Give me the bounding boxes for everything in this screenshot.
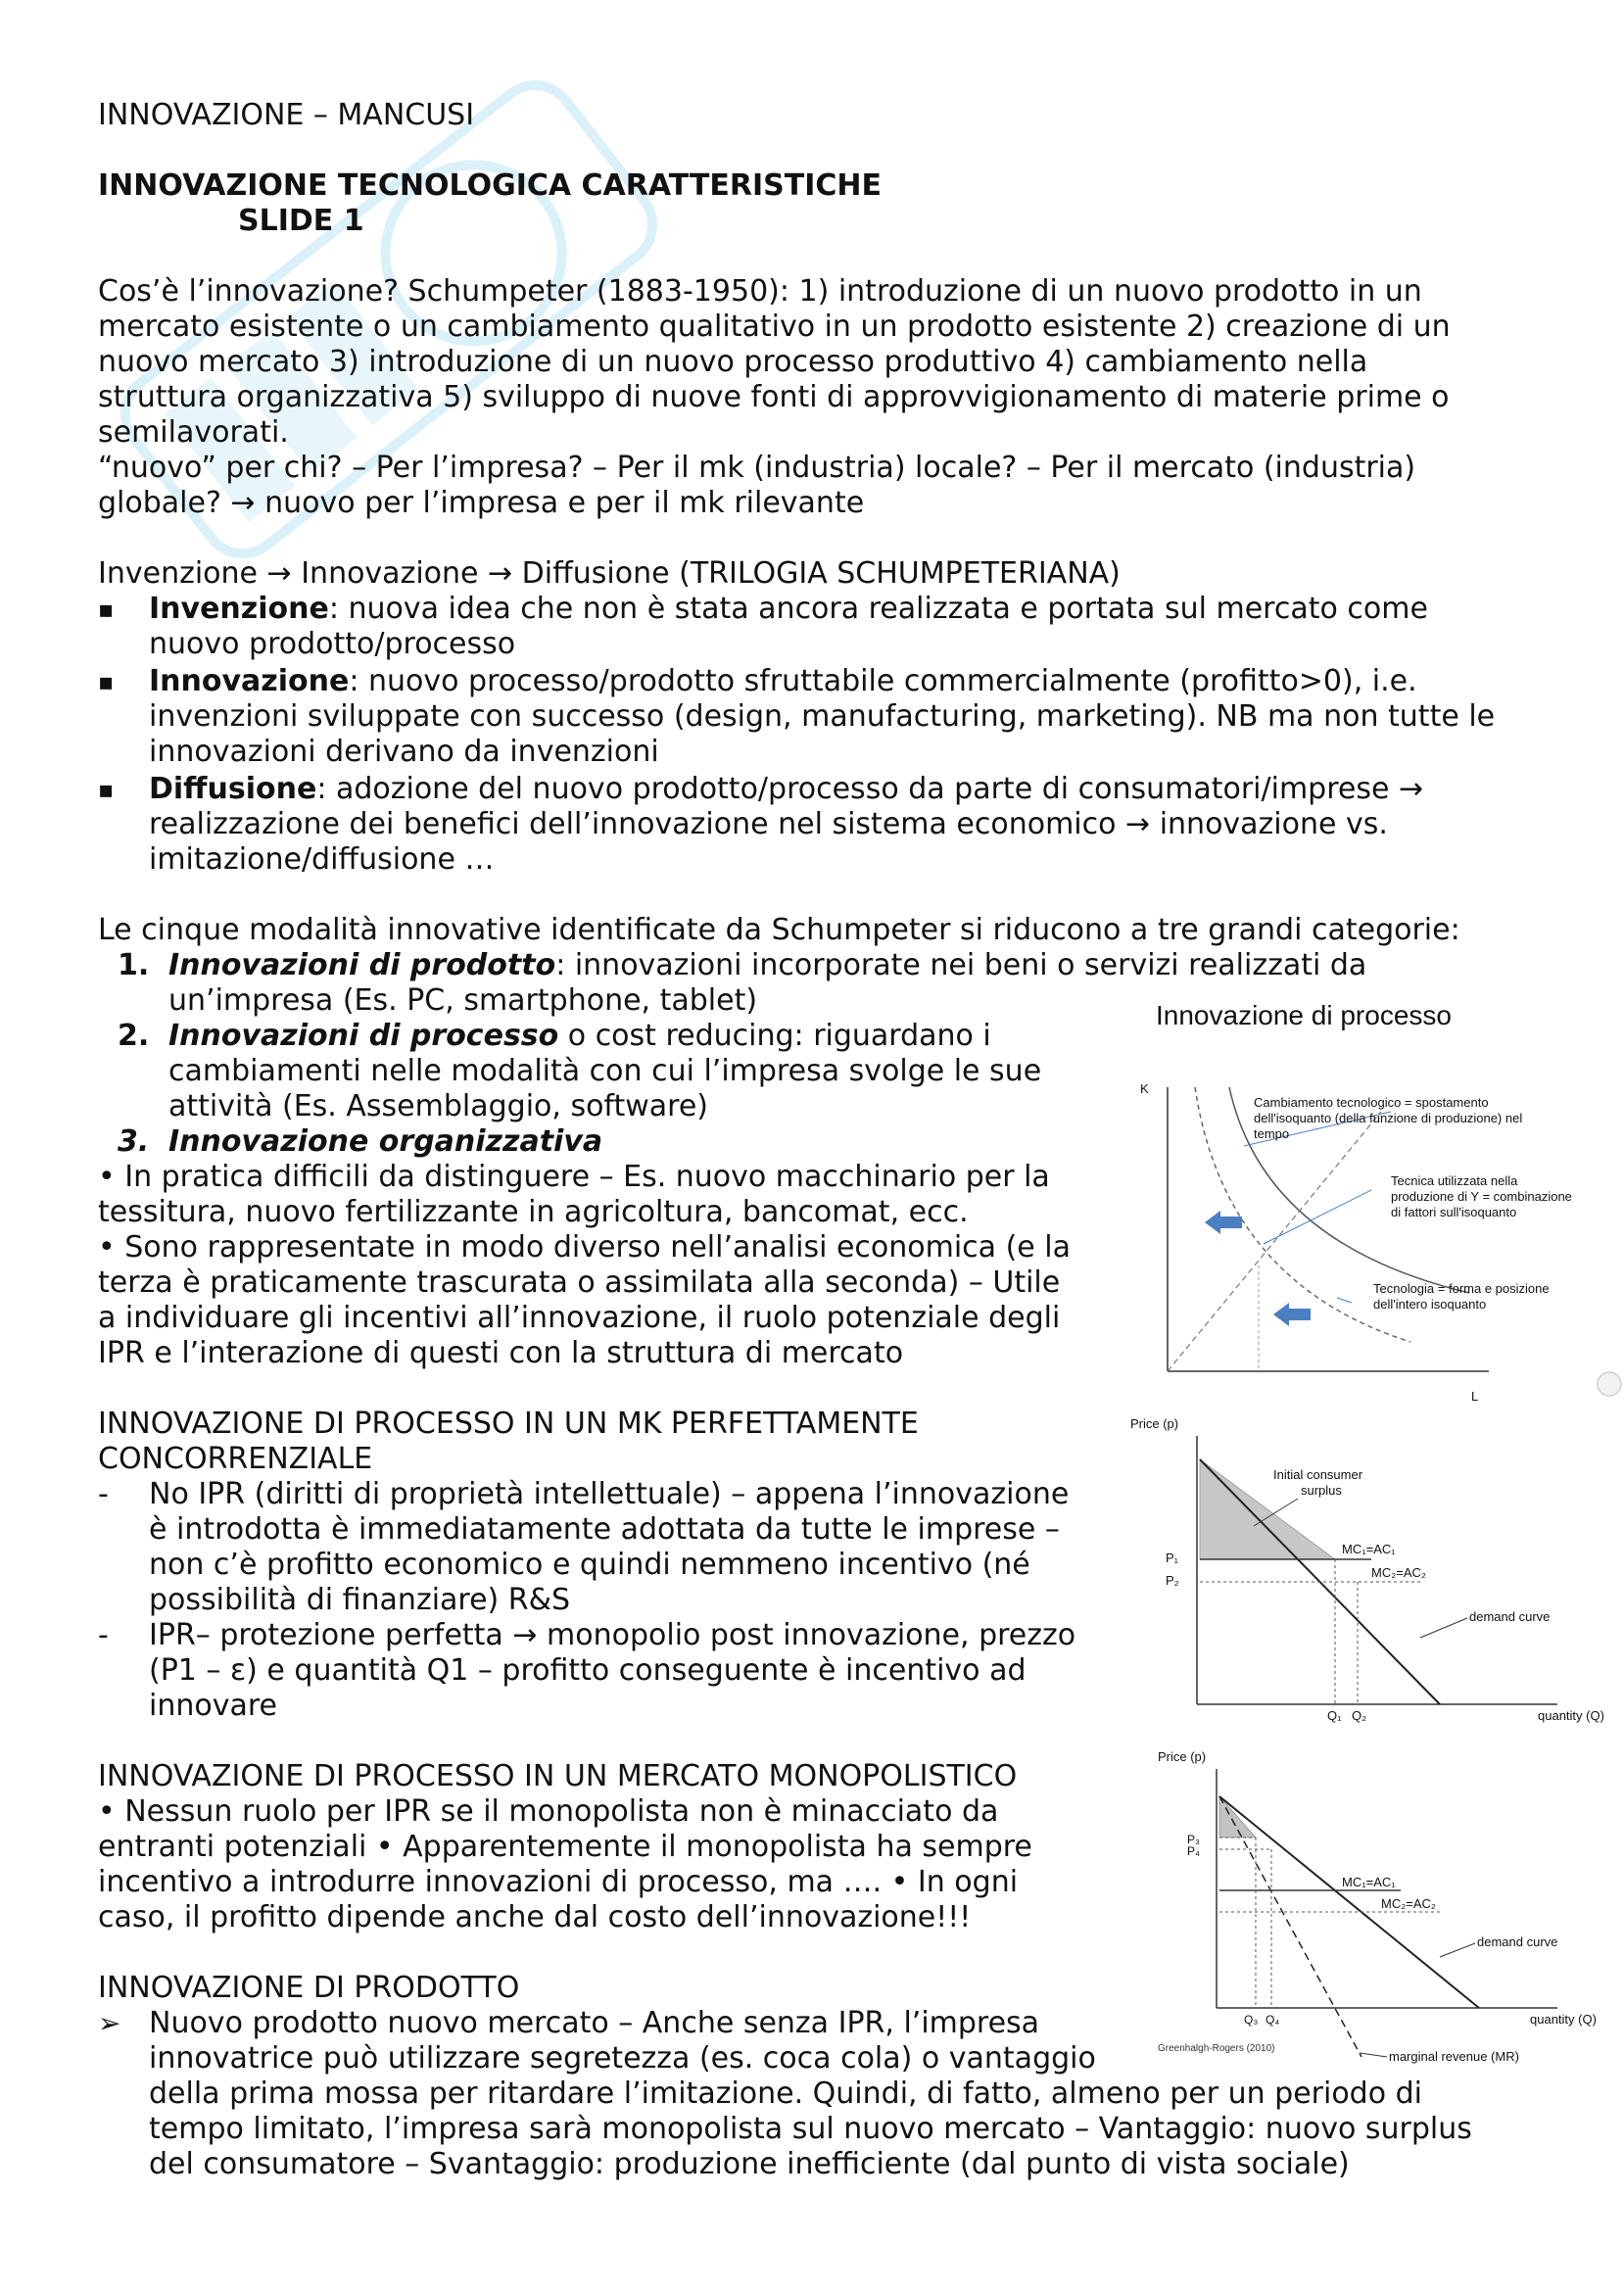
edge-scroll-icon: [1595, 1369, 1624, 1399]
intro-line: semilavorati.: [98, 415, 289, 450]
shift-arrow-icon: [1273, 1303, 1311, 1326]
category-item: [168, 948, 1366, 983]
x-axis-label: quantity (Q): [1530, 2012, 1597, 2027]
mc2-label: MC₂=AC₂: [1381, 1896, 1436, 1911]
product-line: Nuovo prodotto nuovo mercato – Anche senza IPR, l’impresa: [149, 2006, 1040, 2040]
annotation: tempo: [1254, 1126, 1290, 1141]
section-subtitle: SLIDE 1: [238, 204, 364, 238]
category-text: : innovazioni incorporate nei beni o servizi realizzati da: [555, 948, 1367, 982]
competitive-text: innovare: [149, 1689, 277, 1723]
monopoly-line: caso, il profitto dipende anche dal costo dell’innovazione!!!: [98, 1900, 972, 1934]
trilogy-text: nuovo prodotto/processo: [149, 627, 516, 661]
p2-label: P₂: [1166, 1573, 1179, 1588]
intro-line: “nuovo” per chi? – Per l’impresa? – Per il mk (industria) locale? – Per il mercato (industria): [98, 451, 1416, 485]
isoquant-figure: [1117, 989, 1606, 1404]
product-heading: INNOVAZIONE DI PRODOTTO: [98, 1971, 520, 2005]
trilogy-text: : nuova idea che non è stata ancora realizzata e portata sul mercato come: [328, 592, 1428, 626]
bullet-square: ▪: [98, 668, 115, 695]
intro-line: globale? → nuovo per l’impresa e per il mk rilevante: [98, 486, 865, 520]
category-item: [168, 1019, 991, 1054]
shaded-area: [1219, 1796, 1256, 1838]
list-number: 3.: [118, 1124, 150, 1159]
term: Innovazioni di prodotto: [168, 948, 556, 982]
intro-line: Cos’è l’innovazione? Schumpeter (1883-1950): 1) introduzione di un nuovo prodotto in un: [98, 274, 1422, 309]
intro-line: mercato esistente o un cambiamento qualitativo in un prodotto esistente 2) creazione di un: [98, 310, 1451, 344]
trilogy-item: [149, 664, 1417, 699]
leader-line: [1264, 1190, 1371, 1244]
p3-label: P₃: [1187, 1833, 1200, 1846]
q3-label: Q₃: [1244, 2013, 1259, 2027]
x-axis-label: L: [1471, 1389, 1479, 1404]
y-axis-label: Price (p): [1158, 1749, 1207, 1764]
annotation: produzione di Y = combinazione: [1391, 1189, 1572, 1204]
competitive-text: non c’è profitto economico e quindi nemmeno incentivo (né: [149, 1548, 1030, 1582]
monopoly-line: • Nessun ruolo per IPR se il monopolista non è minacciato da: [98, 1794, 999, 1829]
demand-label: demand curve: [1477, 1934, 1558, 1949]
note-line: tessitura, nuovo fertilizzante in agricoltura, bancomat, ecc.: [98, 1195, 969, 1229]
annotation: Tecnologia = forma e posizione: [1373, 1281, 1550, 1296]
demand-curve-line: [1219, 1796, 1479, 2008]
arrow-bullet: ➢: [98, 2007, 121, 2039]
term: Innovazione: [149, 664, 350, 698]
trilogy-text: realizzazione dei benefici dell’innovazione nel sistema economico → innovazione vs.: [149, 807, 1388, 841]
annotation: dell'intero isoquanto: [1373, 1297, 1487, 1312]
monopoly-line: entranti potenziali • Apparentemente il monopolista ha sempre: [98, 1830, 1032, 1864]
product-line: tempo limitato, l’impresa sarà monopolista sul nuovo mercato – Vantaggio: nuovo surplus: [149, 2112, 1472, 2146]
competitive-heading: INNOVAZIONE DI PROCESSO IN UN MK PERFETTAMENTE: [98, 1407, 919, 1441]
term: Diffusione: [149, 772, 317, 806]
trilogy-text: imitazione/diffusione …: [149, 842, 495, 877]
term: Invenzione: [149, 592, 329, 626]
competitive-market-figure: [1126, 1410, 1604, 1724]
surplus-label: surplus: [1301, 1483, 1342, 1498]
mc2-label: MC₂=AC₂: [1371, 1565, 1426, 1580]
trilogy-heading: Invenzione → Innovazione → Diffusione (TRILOGIA SCHUMPETERIANA): [98, 556, 1121, 591]
note-line: • In pratica difficili da distinguere – Es. nuovo macchinario per la: [98, 1160, 1050, 1194]
y-axis-label: K: [1140, 1081, 1149, 1096]
competitive-text: possibilità di finanziare) R&S: [149, 1583, 571, 1617]
demand-label: demand curve: [1469, 1609, 1551, 1624]
surplus-label: Initial consumer: [1273, 1467, 1363, 1482]
trilogy-text: innovazioni derivano da invenzioni: [149, 735, 659, 769]
leader-line: [1360, 2053, 1387, 2057]
monopoly-market-figure: [1146, 1743, 1597, 2067]
product-line: innovatrice può utilizzare segretezza (es. coca cola) o vantaggio: [149, 2041, 1096, 2076]
mr-label: marginal revenue (MR): [1389, 2049, 1519, 2064]
y-axis-label: Price (p): [1130, 1416, 1179, 1431]
trilogy-text: : adozione del nuovo prodotto/processo da parte di consumatori/imprese →: [316, 772, 1424, 806]
x-axis-label: quantity (Q): [1538, 1708, 1604, 1723]
mc1-label: MC₁=AC₁: [1342, 1542, 1396, 1556]
annotation: Cambiamento tecnologico = spostamento: [1254, 1095, 1489, 1110]
trilogy-text: invenzioni sviluppate con successo (design, manufacturing, marketing). NB ma non tutte le: [149, 699, 1496, 734]
note-line: IPR e l’interazione di questi con la struttura di mercato: [98, 1336, 904, 1370]
annotation: dell'isoquanto (della funzione di produzione) nel: [1254, 1111, 1523, 1125]
trilogy-item: [149, 592, 1428, 627]
q4-label: Q₄: [1266, 2013, 1280, 2027]
intro-line: struttura organizzativa 5) sviluppo di nuove fonti di approvvigionamento di materie prime o: [98, 380, 1450, 414]
annotation: di fattori sull'isoquanto: [1391, 1205, 1517, 1219]
product-line: del consumatore – Svantaggio: produzione inefficiente (dal punto di vista sociale): [149, 2147, 1350, 2181]
q2-label: Q₂: [1352, 1708, 1367, 1723]
competitive-text: No IPR (diritti di proprietà intellettuale) – appena l’innovazione: [149, 1477, 1070, 1511]
bullet-square: ▪: [98, 596, 115, 623]
leader-line: [1440, 1943, 1475, 1957]
leader-line: [1420, 1618, 1467, 1638]
note-line: • Sono rappresentate in modo diverso nell’analisi economica (e la: [98, 1230, 1072, 1265]
category-text: un’impresa (Es. PC, smartphone, tablet): [168, 983, 758, 1018]
term: Innovazioni di processo: [168, 1019, 559, 1053]
monopoly-heading: INNOVAZIONE DI PROCESSO IN UN MERCATO MONOPOLISTICO: [98, 1759, 1018, 1793]
competitive-text: IPR– protezione perfetta → monopolio post innovazione, prezzo: [149, 1618, 1076, 1652]
trilogy-text: : nuovo processo/prodotto sfruttabile commercialmente (profitto>0), i.e.: [349, 664, 1417, 698]
competitive-text: (P1 – ε) e quantità Q1 – profitto conseguente è incentivo ad: [149, 1653, 1027, 1688]
competitive-text: è introdotta è immediatamente adottata da tutte le imprese –: [149, 1512, 1060, 1547]
product-line: della prima mossa per ritardare l’imitazione. Quindi, di fatto, almeno per un periodo di: [149, 2076, 1422, 2111]
competitive-heading: CONCORRENZIALE: [98, 1442, 373, 1476]
dash-bullet: -: [98, 1477, 109, 1511]
category-text: o cost reducing: riguardano i: [558, 1019, 991, 1053]
list-number: 2.: [118, 1019, 150, 1053]
q1-label: Q₁: [1327, 1708, 1342, 1723]
technique-ray: [1168, 1112, 1381, 1371]
shift-arrow-icon: [1205, 1211, 1242, 1234]
note-line: a individuare gli incentivi all’innovazione, il ruolo potenziale degli: [98, 1301, 1061, 1335]
list-number: 1.: [118, 948, 150, 982]
category-text: attività (Es. Assemblaggio, software): [168, 1089, 708, 1123]
term: Innovazione organizzativa: [168, 1124, 603, 1159]
figure-title: Innovazione di processo: [1156, 1000, 1452, 1030]
intro-line: nuovo mercato 3) introduzione di un nuovo processo produttivo 4) cambiamento nella: [98, 345, 1368, 379]
marginal-revenue-line: [1219, 1796, 1361, 2057]
p4-label: P₄: [1187, 1844, 1200, 1858]
p1-label: P₁: [1166, 1551, 1179, 1565]
mc1-label: MC₁=AC₁: [1342, 1875, 1396, 1889]
bullet-square: ▪: [98, 776, 115, 803]
categories-heading: Le cinque modalità innovative identificate da Schumpeter si riducono a tre grandi categorie:: [98, 913, 1460, 947]
annotation: Tecnica utilizzata nella: [1391, 1173, 1518, 1188]
monopoly-line: incentivo a introdurre innovazioni di processo, ma …. • In ogni: [98, 1865, 1019, 1899]
dash-bullet: -: [98, 1618, 109, 1652]
leader-line: [1337, 1298, 1352, 1303]
document-header: INNOVAZIONE – MANCUSI: [98, 98, 475, 132]
section-title: INNOVAZIONE TECNOLOGICA CARATTERISTICHE: [98, 168, 882, 203]
source-label: Greenhalgh-Rogers (2010): [1158, 2043, 1275, 2054]
category-item: [168, 1124, 602, 1160]
note-line: terza è praticamente trascurata o assimilata alla seconda) – Utile: [98, 1265, 1061, 1300]
trilogy-item: [149, 772, 1423, 807]
category-text: cambiamenti nelle modalità con cui l’impresa svolge le sue: [168, 1054, 1042, 1088]
